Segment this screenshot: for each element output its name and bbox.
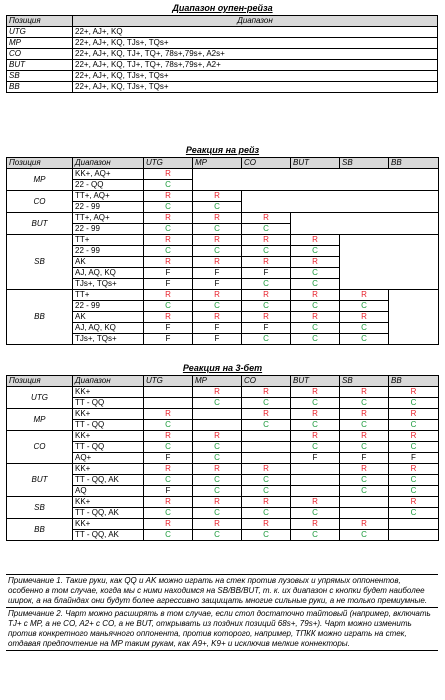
action-cell: R xyxy=(242,387,291,398)
action-cell: F xyxy=(193,279,242,290)
action-cell: C xyxy=(291,246,340,257)
action-cell: F xyxy=(193,323,242,334)
action-cell: F xyxy=(144,323,193,334)
range-cell: TT+, AQ+ xyxy=(73,213,144,224)
header-cell: CO xyxy=(242,158,291,169)
action-cell xyxy=(144,398,193,409)
action-cell: R xyxy=(193,431,242,442)
header-position: Позиция xyxy=(7,16,73,27)
action-cell: R xyxy=(193,213,242,224)
range-cell: TT+, AQ+ xyxy=(73,191,144,202)
note-text: Такие руки, как QQ и AK можно играть на стек против лузовых и упрямых оппонентов, особенно в том случае, когда мы с ними находимся на SB/BB/BUT, т. к. их диапазон с кнопки будет наиболее широк, а на блайндах они будут более агрессивно защищать многие сильные руки, а не только премиумные. xyxy=(8,576,428,605)
action-cell xyxy=(389,519,439,530)
position-cell: BUT xyxy=(7,213,73,235)
header-cell: BUT xyxy=(291,376,340,387)
range-cell: AJ, AQ, KQ xyxy=(73,268,144,279)
header-cell: Позиция xyxy=(7,158,73,169)
action-cell: R xyxy=(340,290,389,301)
action-cell: R xyxy=(193,312,242,323)
range-cell: TT+ xyxy=(73,290,144,301)
action-cell: C xyxy=(193,508,242,519)
action-cell: C xyxy=(340,398,389,409)
action-cell: C xyxy=(144,202,193,213)
action-cell: C xyxy=(242,475,291,486)
position-cell: SB xyxy=(7,235,73,290)
action-cell: R xyxy=(144,519,193,530)
action-cell: C xyxy=(144,442,193,453)
reaction-row xyxy=(7,409,439,420)
position-cell: MP xyxy=(7,409,73,431)
position-cell: SB xyxy=(7,497,73,519)
action-cell: F xyxy=(389,453,439,464)
action-cell: C xyxy=(242,486,291,497)
reaction-row xyxy=(7,213,439,224)
action-cell: C xyxy=(144,508,193,519)
action-cell xyxy=(340,497,389,508)
position-cell: SB xyxy=(7,71,73,82)
open-raise-header-row xyxy=(7,16,438,27)
empty-cell xyxy=(242,191,439,213)
range-cell: 22 - 99 xyxy=(73,246,144,257)
action-cell: C xyxy=(193,530,242,541)
position-cell: UTG xyxy=(7,27,73,38)
action-cell: C xyxy=(193,442,242,453)
range-cell: 22 - 99 xyxy=(73,301,144,312)
action-cell: F xyxy=(144,453,193,464)
range-cell: KK+ xyxy=(73,431,144,442)
action-cell: R xyxy=(193,290,242,301)
action-cell: R xyxy=(144,497,193,508)
action-cell: C xyxy=(340,301,389,312)
action-cell: C xyxy=(389,442,439,453)
range-cell: TT - QQ, AK xyxy=(73,530,144,541)
action-cell: C xyxy=(340,475,389,486)
position-cell: MP xyxy=(7,38,73,49)
reaction-row xyxy=(7,290,439,301)
threebet-reaction-title: Реакция на 3-бет xyxy=(182,363,263,373)
action-cell: F xyxy=(242,268,291,279)
action-cell: R xyxy=(291,387,340,398)
header-cell: MP xyxy=(193,158,242,169)
action-cell: C xyxy=(340,420,389,431)
action-cell: C xyxy=(193,224,242,235)
range-cell: KK+ xyxy=(73,464,144,475)
note-label: Примечание 1. xyxy=(8,576,63,585)
range-cell: TT - QQ xyxy=(73,398,144,409)
action-cell: R xyxy=(193,497,242,508)
action-cell: C xyxy=(144,224,193,235)
range-cell: 22+, AJ+, KQ xyxy=(73,27,438,38)
position-cell: BB xyxy=(7,519,73,541)
action-cell: R xyxy=(291,290,340,301)
action-cell: R xyxy=(193,519,242,530)
action-cell: R xyxy=(144,409,193,420)
range-cell: AQ+ xyxy=(73,453,144,464)
action-cell: C xyxy=(340,442,389,453)
action-cell: C xyxy=(291,268,340,279)
action-cell: F xyxy=(144,334,193,345)
action-cell: C xyxy=(291,420,340,431)
action-cell xyxy=(193,420,242,431)
action-cell: C xyxy=(242,246,291,257)
header-cell: Диапазон xyxy=(73,376,144,387)
action-cell xyxy=(291,464,340,475)
action-cell: C xyxy=(291,530,340,541)
action-cell: R xyxy=(144,290,193,301)
range-cell: TT+ xyxy=(73,235,144,246)
open-raise-row xyxy=(7,49,438,60)
position-cell: CO xyxy=(7,431,73,464)
action-cell: C xyxy=(193,398,242,409)
header-cell: Позиция xyxy=(7,376,73,387)
action-cell: C xyxy=(291,323,340,334)
action-cell: R xyxy=(144,213,193,224)
open-raise-row xyxy=(7,82,438,93)
range-cell: TJs+, TQs+ xyxy=(73,334,144,345)
header-cell: SB xyxy=(340,376,389,387)
note-text: Чарт можно расширять в том случае, если стол достаточно тайтовый (например, включать TJ+ с MP, а не CO, A2+ с CO, а не BUT, открывать из поздних позиций 68s+, 79s+). Чарт можно изменить против конкретного маньячного оппонента, против которого, например, ТПКК можно играть на стек, отдавая предпочтение на MP таким рукам, как A9+, K9+ и исключив мелкие коннекторы. xyxy=(8,609,431,648)
action-cell: R xyxy=(389,497,439,508)
action-cell: R xyxy=(144,312,193,323)
action-cell: C xyxy=(242,224,291,235)
action-cell: F xyxy=(193,268,242,279)
action-cell: C xyxy=(144,246,193,257)
range-cell: TT - QQ, AK xyxy=(73,508,144,519)
position-cell: BB xyxy=(7,290,73,345)
open-raise-row xyxy=(7,71,438,82)
empty-cell xyxy=(389,290,439,345)
action-cell xyxy=(242,431,291,442)
action-cell: C xyxy=(291,442,340,453)
action-cell xyxy=(193,409,242,420)
action-cell xyxy=(291,475,340,486)
action-cell: C xyxy=(389,475,439,486)
reaction-row xyxy=(7,519,439,530)
action-cell: R xyxy=(340,387,389,398)
action-cell: C xyxy=(242,398,291,409)
action-cell: C xyxy=(193,246,242,257)
action-cell: R xyxy=(291,409,340,420)
action-cell: R xyxy=(242,235,291,246)
position-cell: BB xyxy=(7,82,73,93)
range-cell: AK xyxy=(73,312,144,323)
empty-cell xyxy=(340,235,439,290)
action-cell: F xyxy=(144,279,193,290)
action-cell: F xyxy=(340,453,389,464)
threebet-reaction-header-row xyxy=(7,376,439,387)
action-cell: C xyxy=(389,398,439,409)
action-cell: R xyxy=(193,235,242,246)
reaction-row xyxy=(7,431,439,442)
action-cell: R xyxy=(389,387,439,398)
action-cell: C xyxy=(291,398,340,409)
reaction-row xyxy=(7,169,439,180)
range-cell: 22 - 99 xyxy=(73,202,144,213)
action-cell: R xyxy=(193,257,242,268)
raise-reaction-header-row xyxy=(7,158,439,169)
range-cell: AK xyxy=(73,257,144,268)
range-cell: KK+ xyxy=(73,519,144,530)
action-cell: F xyxy=(144,268,193,279)
range-cell: 22+, AJ+, KQ, TJ+, TQ+, 78s+,79s+, A2s+ xyxy=(73,49,438,60)
open-raise-title: Диапазон оупен-рейза xyxy=(172,3,273,13)
range-cell: TT - QQ xyxy=(73,420,144,431)
action-cell: R xyxy=(340,409,389,420)
action-cell: C xyxy=(242,334,291,345)
action-cell: F xyxy=(291,453,340,464)
range-cell: 22 - 99 xyxy=(73,224,144,235)
action-cell: C xyxy=(242,420,291,431)
range-cell: KK+ xyxy=(73,409,144,420)
range-cell: KK+ xyxy=(73,497,144,508)
header-cell: BB xyxy=(389,158,439,169)
reaction-row xyxy=(7,235,439,246)
action-cell: R xyxy=(144,191,193,202)
action-cell: F xyxy=(193,334,242,345)
action-cell: C xyxy=(291,279,340,290)
threebet-reaction-table xyxy=(6,375,439,541)
action-cell: R xyxy=(193,387,242,398)
action-cell: R xyxy=(291,431,340,442)
action-cell: C xyxy=(242,279,291,290)
empty-cell xyxy=(193,169,439,191)
action-cell: C xyxy=(389,486,439,497)
action-cell: R xyxy=(144,235,193,246)
header-cell: BUT xyxy=(291,158,340,169)
reaction-row xyxy=(7,191,439,202)
range-cell: 22+, AJ+, KQ, TJs+, TQs+ xyxy=(73,82,438,93)
action-cell: C xyxy=(340,486,389,497)
header-cell: UTG xyxy=(144,158,193,169)
action-cell: R xyxy=(291,235,340,246)
reaction-row xyxy=(7,497,439,508)
range-cell: AJ, AQ, KQ xyxy=(73,323,144,334)
action-cell: R xyxy=(340,312,389,323)
action-cell: C xyxy=(144,301,193,312)
action-cell xyxy=(340,508,389,519)
action-cell: C xyxy=(242,508,291,519)
range-cell: 22+, AJ+, KQ, TJs+, TQs+ xyxy=(73,71,438,82)
action-cell: C xyxy=(193,301,242,312)
header-cell: SB xyxy=(340,158,389,169)
action-cell: R xyxy=(242,257,291,268)
position-cell: CO xyxy=(7,49,73,60)
action-cell: C xyxy=(193,475,242,486)
action-cell xyxy=(389,530,439,541)
raise-reaction-table xyxy=(6,157,439,345)
position-cell: BUT xyxy=(7,60,73,71)
header-cell: MP xyxy=(193,376,242,387)
action-cell: C xyxy=(193,453,242,464)
open-raise-table xyxy=(6,15,438,93)
header-cell: CO xyxy=(242,376,291,387)
header-range: Диапазон xyxy=(73,16,438,27)
range-cell: 22 - QQ xyxy=(73,180,144,191)
action-cell: R xyxy=(242,312,291,323)
action-cell: R xyxy=(340,464,389,475)
action-cell: C xyxy=(291,301,340,312)
position-cell: CO xyxy=(7,191,73,213)
open-raise-row xyxy=(7,27,438,38)
position-cell: BUT xyxy=(7,464,73,497)
action-cell: R xyxy=(242,519,291,530)
range-cell: KK+ xyxy=(73,387,144,398)
range-cell: TJs+, TQs+ xyxy=(73,279,144,290)
note-label: Примечание 2. xyxy=(8,609,63,618)
action-cell: C xyxy=(291,334,340,345)
action-cell: C xyxy=(291,508,340,519)
header-cell: BB xyxy=(389,376,439,387)
action-cell: R xyxy=(193,464,242,475)
action-cell xyxy=(242,442,291,453)
action-cell: R xyxy=(242,409,291,420)
action-cell: F xyxy=(144,486,193,497)
action-cell: C xyxy=(389,508,439,519)
action-cell: F xyxy=(242,323,291,334)
range-cell: KK+, AQ+ xyxy=(73,169,144,180)
action-cell xyxy=(144,387,193,398)
position-cell: MP xyxy=(7,169,73,191)
action-cell: R xyxy=(389,464,439,475)
empty-cell xyxy=(291,213,439,235)
action-cell: C xyxy=(340,530,389,541)
action-cell: C xyxy=(193,202,242,213)
action-cell: R xyxy=(291,519,340,530)
range-cell: TT - QQ, AK xyxy=(73,475,144,486)
action-cell: R xyxy=(291,312,340,323)
action-cell: C xyxy=(242,301,291,312)
action-cell: R xyxy=(340,431,389,442)
action-cell: C xyxy=(144,180,193,191)
action-cell: C xyxy=(144,420,193,431)
action-cell: R xyxy=(291,497,340,508)
note-1 xyxy=(6,574,438,607)
notes-section xyxy=(6,574,438,651)
range-cell: 22+, AJ+, KQ, TJ+, TQ+, 78s+,79s+, A2+ xyxy=(73,60,438,71)
action-cell: R xyxy=(389,431,439,442)
open-raise-row xyxy=(7,60,438,71)
range-cell: TT - QQ xyxy=(73,442,144,453)
action-cell: C xyxy=(340,334,389,345)
action-cell: C xyxy=(144,475,193,486)
action-cell: R xyxy=(242,213,291,224)
action-cell: R xyxy=(242,497,291,508)
action-cell: C xyxy=(389,420,439,431)
action-cell: R xyxy=(144,431,193,442)
action-cell: C xyxy=(242,530,291,541)
note-2 xyxy=(6,607,438,651)
raise-reaction-title: Реакция на рейз xyxy=(185,145,260,155)
range-cell: AQ xyxy=(73,486,144,497)
action-cell: R xyxy=(144,169,193,180)
action-cell: R xyxy=(242,464,291,475)
action-cell xyxy=(242,453,291,464)
action-cell xyxy=(291,486,340,497)
action-cell: R xyxy=(291,257,340,268)
action-cell: C xyxy=(144,530,193,541)
header-cell: Диапазон xyxy=(73,158,144,169)
action-cell: C xyxy=(193,486,242,497)
reaction-row xyxy=(7,464,439,475)
range-cell: 22+, AJ+, KQ, TJs+, TQs+ xyxy=(73,38,438,49)
action-cell: R xyxy=(242,290,291,301)
action-cell: R xyxy=(144,464,193,475)
action-cell: C xyxy=(340,323,389,334)
reaction-row xyxy=(7,387,439,398)
action-cell: R xyxy=(193,191,242,202)
action-cell: R xyxy=(144,257,193,268)
action-cell: R xyxy=(389,409,439,420)
header-cell: UTG xyxy=(144,376,193,387)
position-cell: UTG xyxy=(7,387,73,409)
open-raise-row xyxy=(7,38,438,49)
action-cell: R xyxy=(340,519,389,530)
